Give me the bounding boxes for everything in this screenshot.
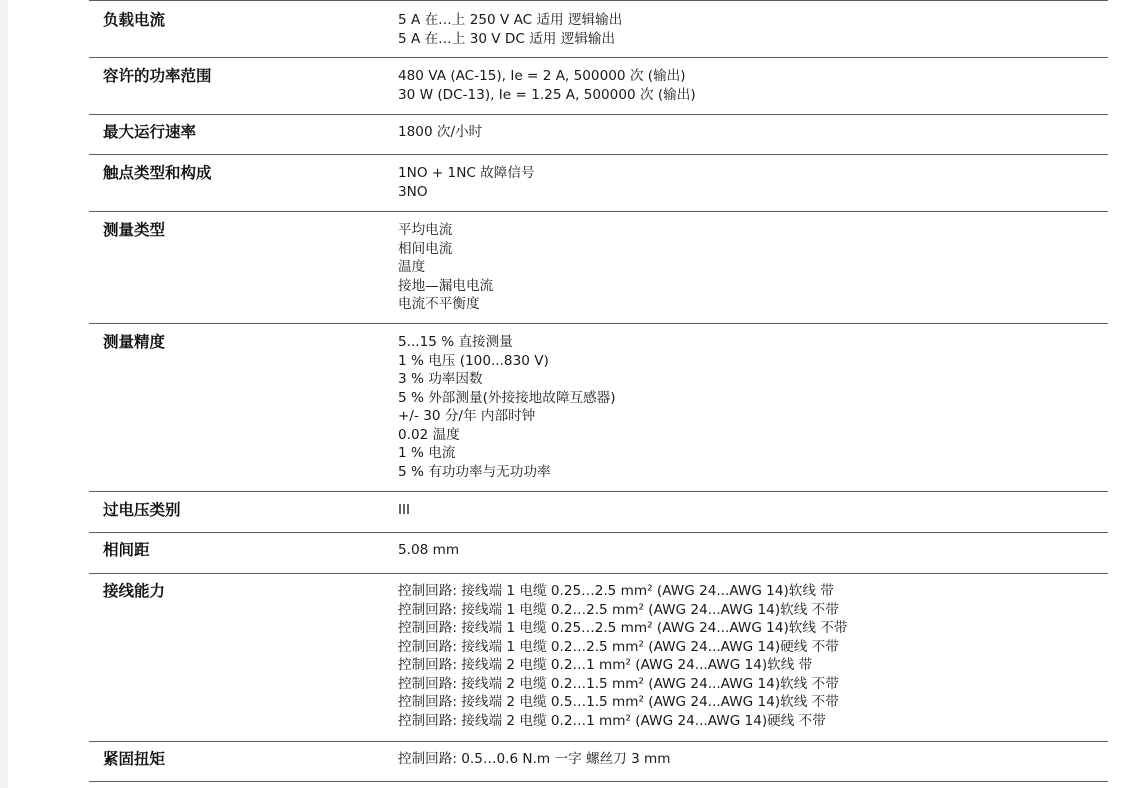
table-bottom-rule: [89, 781, 1108, 782]
spec-label: 测量精度: [103, 333, 166, 351]
spec-value-line: +/- 30 分/年 内部时钟: [398, 408, 536, 424]
spec-value-line: 1800 次/小时: [398, 124, 483, 140]
spec-row: [89, 114, 1108, 154]
spec-row: [89, 532, 1108, 573]
spec-value-line: 1NO + 1NC 故障信号: [398, 165, 535, 181]
spec-values: [398, 541, 1108, 573]
spec-value-line: 相间电流: [398, 240, 453, 257]
spec-label: 最大运行速率: [103, 123, 197, 141]
spec-values: [398, 501, 1108, 532]
spec-value-line: 温度: [398, 259, 426, 275]
spec-value-line: 电流不平衡度: [398, 296, 480, 312]
spec-value-line: 控制回路: 0.5…0.6 N.m 一字 螺丝刀 3 mm: [398, 751, 671, 767]
spec-values: [398, 582, 1108, 741]
spec-label: 触点类型和构成: [103, 164, 212, 182]
spec-value-line: 5...15 % 直接测量: [398, 334, 513, 350]
spec-values: [398, 164, 1108, 211]
spec-label: 紧固扭矩: [103, 750, 166, 768]
spec-label: 容许的功率范围: [103, 67, 212, 85]
spec-value-line: 5 A 在…上 30 V DC 适用 逻辑输出: [398, 30, 616, 47]
spec-label: 相间距: [103, 541, 150, 559]
spec-value-line: 控制回路: 接线端 1 电缆 0.25…2.5 mm² (AWG 24...AWG 14)软线 不带: [398, 620, 848, 636]
spec-row: [89, 0, 1108, 57]
spec-value-line: 1 % 电流: [398, 445, 456, 461]
spec-label: 过电压类别: [103, 501, 181, 519]
spec-label: 负载电流: [103, 11, 166, 29]
spec-value-line: 480 VA (AC-15), Ie = 2 A, 500000 次 (输出): [398, 68, 686, 84]
spec-value-line: 控制回路: 接线端 2 电缆 0.2…1 mm² (AWG 24...AWG 14)硬线 不带: [398, 712, 826, 729]
spec-value-line: 接地—漏电电流: [398, 277, 494, 294]
spec-value-line: 30 W (DC-13), Ie = 1.25 A, 500000 次 (输出): [398, 86, 696, 103]
spec-value-line: 控制回路: 接线端 2 电缆 0.2…1 mm² (AWG 24...AWG 14)软线 带: [398, 657, 813, 673]
spec-value-line: 3NO: [398, 183, 428, 200]
spec-value-line: 5 % 有功功率与无功功率: [398, 463, 551, 480]
spec-row: [89, 323, 1108, 491]
spec-value-line: 3 % 功率因数: [398, 371, 483, 387]
spec-label: 接线能力: [103, 582, 166, 600]
spec-row: [89, 211, 1108, 323]
spec-table: [89, 0, 1108, 782]
page-margin-strip: [0, 0, 8, 788]
spec-row: [89, 154, 1108, 211]
spec-value-line: 0.02 温度: [398, 426, 460, 443]
spec-row: [89, 57, 1108, 114]
spec-value-line: 控制回路: 接线端 1 电缆 0.25…2.5 mm² (AWG 24...AWG 14)软线 带: [398, 583, 834, 599]
spec-value-line: 5 A 在…上 250 V AC 适用 逻辑输出: [398, 12, 623, 28]
spec-value-line: III: [398, 502, 411, 518]
spec-row: [89, 573, 1108, 741]
spec-values: [398, 123, 1108, 154]
spec-value-line: 控制回路: 接线端 1 电缆 0.2…2.5 mm² (AWG 24...AWG 14)硬线 不带: [398, 638, 839, 655]
spec-values: [398, 750, 1108, 781]
spec-values: [398, 221, 1108, 323]
spec-values: [398, 11, 1108, 57]
spec-value-line: 平均电流: [398, 222, 453, 238]
spec-value-line: 控制回路: 接线端 2 电缆 0.5…1.5 mm² (AWG 24...AWG 14)软线 不带: [398, 694, 839, 710]
spec-label: 测量类型: [103, 221, 166, 239]
spec-row: [89, 741, 1108, 781]
spec-value-line: 5 % 外部测量(外接接地故障互感器): [398, 389, 616, 406]
spec-value-line: 5.08 mm: [398, 542, 460, 558]
spec-row: [89, 491, 1108, 532]
spec-value-line: 控制回路: 接线端 2 电缆 0.2…1.5 mm² (AWG 24...AWG 14)软线 不带: [398, 675, 839, 692]
spec-value-line: 控制回路: 接线端 1 电缆 0.2…2.5 mm² (AWG 24...AWG 14)软线 不带: [398, 601, 839, 618]
spec-values: [398, 333, 1108, 491]
spec-values: [398, 67, 1108, 114]
spec-value-line: 1 % 电压 (100...830 V): [398, 352, 549, 369]
